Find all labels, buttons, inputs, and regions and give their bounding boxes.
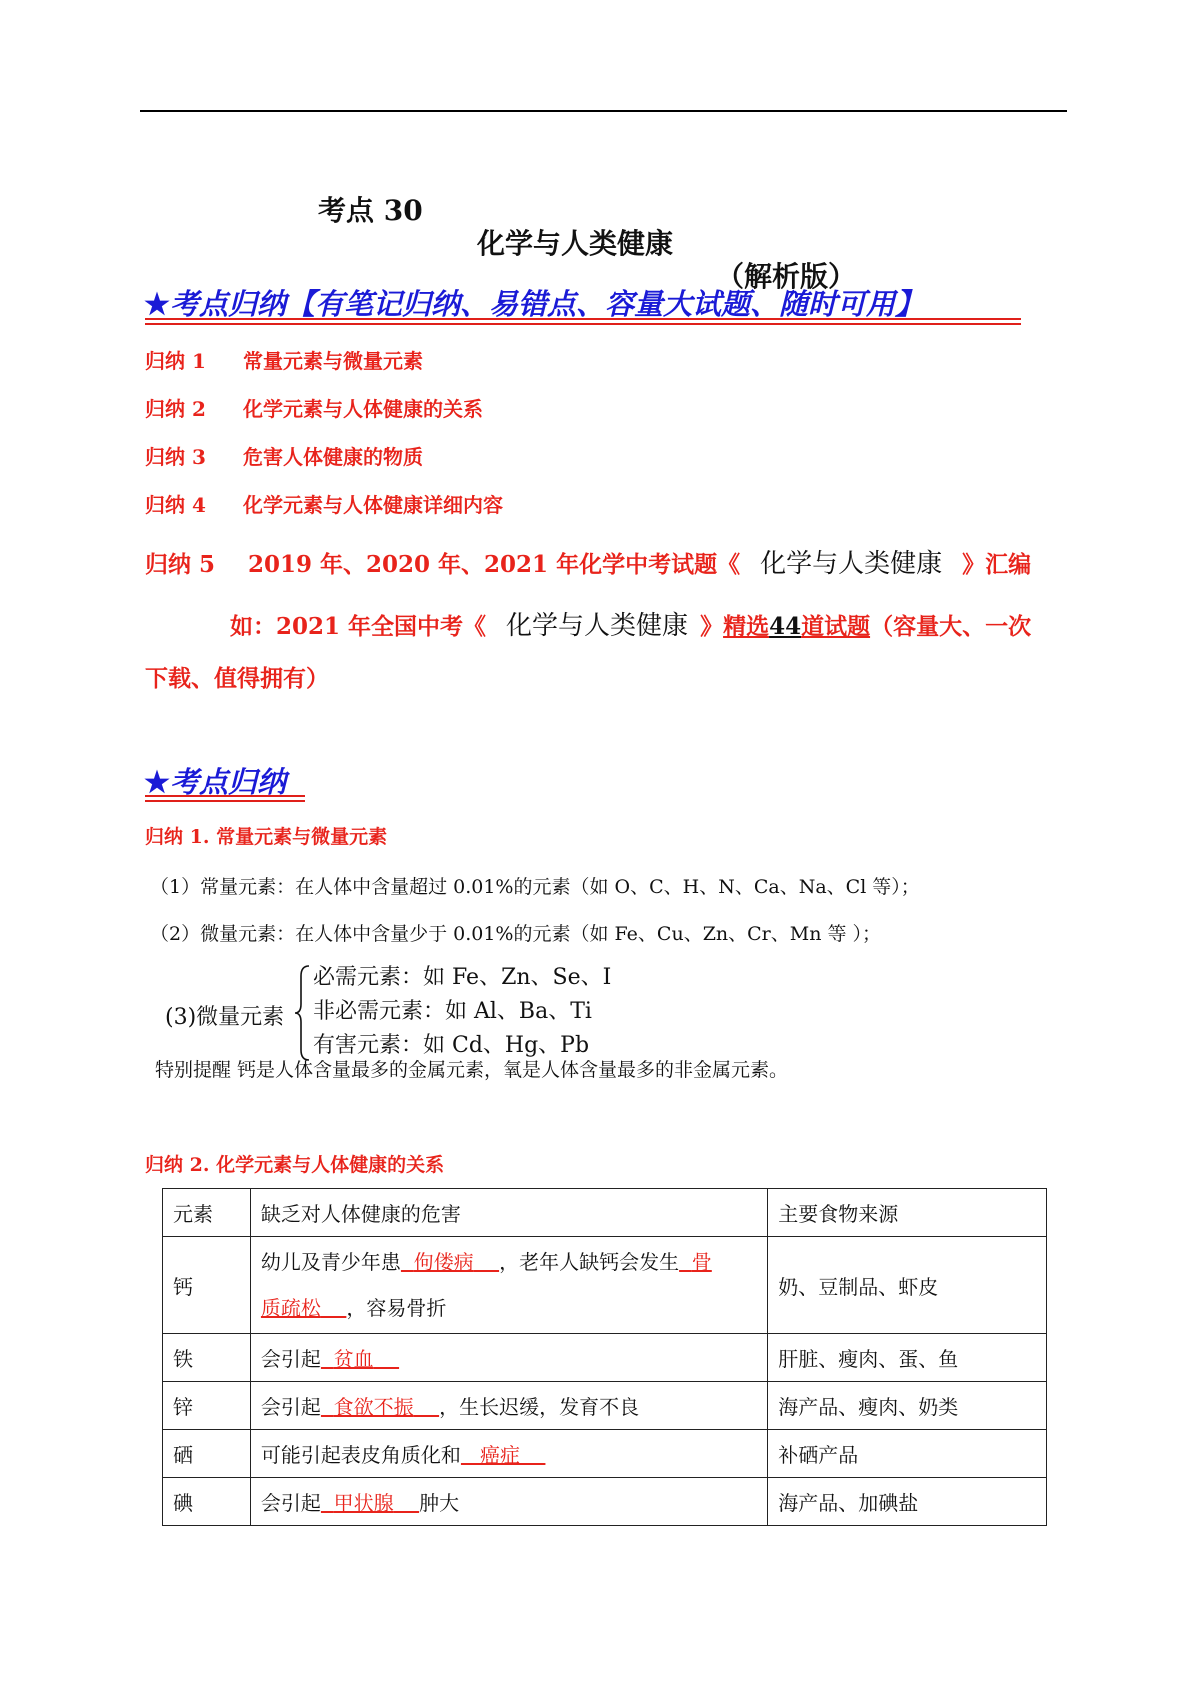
table-row [163, 1430, 1047, 1478]
effect-cell [250, 1334, 767, 1382]
element-health-table [162, 1188, 1047, 1526]
header-2-underline-2 [145, 800, 305, 802]
title-part3: （解析版） [716, 260, 857, 293]
index-item-5 [145, 543, 1031, 580]
element-cell: 碘 [163, 1478, 251, 1526]
brace-item-nonessential: 非必需元素：如 Al、Ba、Ti [313, 999, 592, 1024]
promo-mid: 》 [700, 613, 724, 640]
index-num: 归纳 4 [145, 493, 206, 517]
source-cell: 补硒产品 [768, 1430, 1047, 1478]
index-num: 归纳 1 [145, 349, 206, 373]
effect-cell [250, 1237, 767, 1334]
element-cell: 硒 [163, 1430, 251, 1478]
effect-text: ，生长迟缓，发育不良 [439, 1395, 640, 1419]
effect-cell [250, 1382, 767, 1430]
source-cell: 海产品、瘦肉、奶类 [768, 1382, 1047, 1430]
header-underline [145, 318, 1021, 320]
section-1-title: 归纳 1. 常量元素与微量元素 [145, 826, 388, 848]
special-tip: 特别提醒 钙是人体含量最多的金属元素，氧是人体含量最多的非金属元素。 [155, 1059, 789, 1081]
answer-blank: 甲状腺 [333, 1491, 394, 1515]
table-row [163, 1334, 1047, 1382]
index-num: 归纳 2 [145, 397, 206, 421]
promo-line [230, 605, 1031, 642]
effect-text: 会引起 [260, 1395, 321, 1419]
star-icon: ★ [144, 287, 170, 321]
answer-blank: 食欲不振 [333, 1395, 414, 1419]
title-part2: 化学与人类健康 [477, 227, 674, 260]
promo-topic: 化学与人类健康 [506, 611, 689, 641]
promo-count: 44 [769, 613, 802, 640]
table-row [163, 1478, 1047, 1526]
promo-q: 道试题 [801, 613, 871, 640]
header-2-underline [145, 795, 305, 797]
effect-text: 会引起 [260, 1491, 321, 1515]
star-icon: ★ [144, 765, 170, 799]
element-cell: 钙 [163, 1237, 251, 1334]
source-cell: 肝脏、瘦肉、蛋、鱼 [768, 1334, 1047, 1382]
effect-cell [250, 1478, 767, 1526]
effect-text: 会引起 [260, 1347, 321, 1371]
index-text: 化学元素与人体健康的关系 [243, 397, 483, 421]
section-1-p1: （1）常量元素：在人体中含量超过 0.01%的元素（如 O、C、H、N、Ca、Na、Cl 等）； [150, 876, 920, 898]
index-text: 危害人体健康的物质 [243, 445, 423, 469]
promo-select: 精选 [723, 613, 770, 640]
answer-blank: 佝偻病 [413, 1250, 474, 1274]
element-cell: 铁 [163, 1334, 251, 1382]
index5-topic: 化学与人类健康 [760, 549, 943, 579]
index-item-3 [145, 441, 423, 470]
index5-years: 2019 年、2020 年、2021 年化学中考试题《 [248, 551, 741, 578]
brace-icon [293, 964, 313, 1062]
brace-item-essential: 必需元素：如 Fe、Zn、Se、I [313, 965, 612, 990]
summary-header-text: 考点归纳【有笔记归纳、易错点、容量大试题、随时可用】 [170, 287, 925, 321]
index-item-2 [145, 393, 483, 422]
effect-text: ，老年人缺钙会发生 [499, 1250, 680, 1274]
title-part1: 考点 30 [318, 194, 423, 227]
index-text: 常量元素与微量元素 [243, 349, 423, 373]
effect-text: 幼儿及青少年患 [260, 1250, 401, 1274]
index5-tail: 》汇编 [962, 551, 1032, 578]
promo-tail: （容量大、一次 [870, 613, 1032, 640]
index-num: 归纳 3 [145, 445, 206, 469]
section-2-title: 归纳 2. 化学元素与人体健康的关系 [145, 1154, 445, 1176]
table-header: 主要食物来源 [768, 1189, 1047, 1237]
top-rule [140, 110, 1067, 112]
summary-header-2-text: 考点归纳 [170, 765, 287, 799]
effect-text: ，容易骨折 [346, 1296, 447, 1320]
effect-cell [250, 1430, 767, 1478]
answer-blank: 贫血 [333, 1347, 374, 1371]
table-header-row [163, 1189, 1047, 1237]
index-item-1 [145, 345, 423, 374]
index-num: 归纳 5 [145, 551, 216, 578]
promo-line-2: 下载、值得拥有） [145, 665, 329, 692]
table-row [163, 1237, 1047, 1334]
brace-item-harmful: 有害元素：如 Cd、Hg、Pb [313, 1033, 590, 1058]
promo-lead: 如：2021 年全国中考《 [230, 613, 487, 640]
answer-blank: 骨 [691, 1250, 712, 1274]
answer-blank: 癌症 [480, 1443, 520, 1467]
table-row [163, 1382, 1047, 1430]
source-cell: 海产品、加碘盐 [768, 1478, 1047, 1526]
effect-text: 肿大 [419, 1491, 460, 1515]
index-text: 化学元素与人体健康详细内容 [243, 493, 503, 517]
section-1-p2: （2）微量元素：在人体中含量少于 0.01%的元素（如 Fe、Cu、Zn、Cr、Mn 等 ）； [150, 923, 882, 945]
summary-header [144, 282, 924, 323]
source-cell: 奶、豆制品、虾皮 [768, 1237, 1047, 1334]
element-cell: 锌 [163, 1382, 251, 1430]
page-title [0, 156, 1200, 293]
table-header: 缺乏对人体健康的危害 [250, 1189, 767, 1237]
header-underline-2 [145, 323, 1021, 325]
effect-text: 可能引起表皮角质化和 [260, 1443, 461, 1467]
brace-label: (3)微量元素 [165, 1005, 285, 1030]
table-header: 元素 [163, 1189, 251, 1237]
answer-blank: 质疏松 [260, 1296, 321, 1320]
index-item-4 [145, 489, 503, 518]
